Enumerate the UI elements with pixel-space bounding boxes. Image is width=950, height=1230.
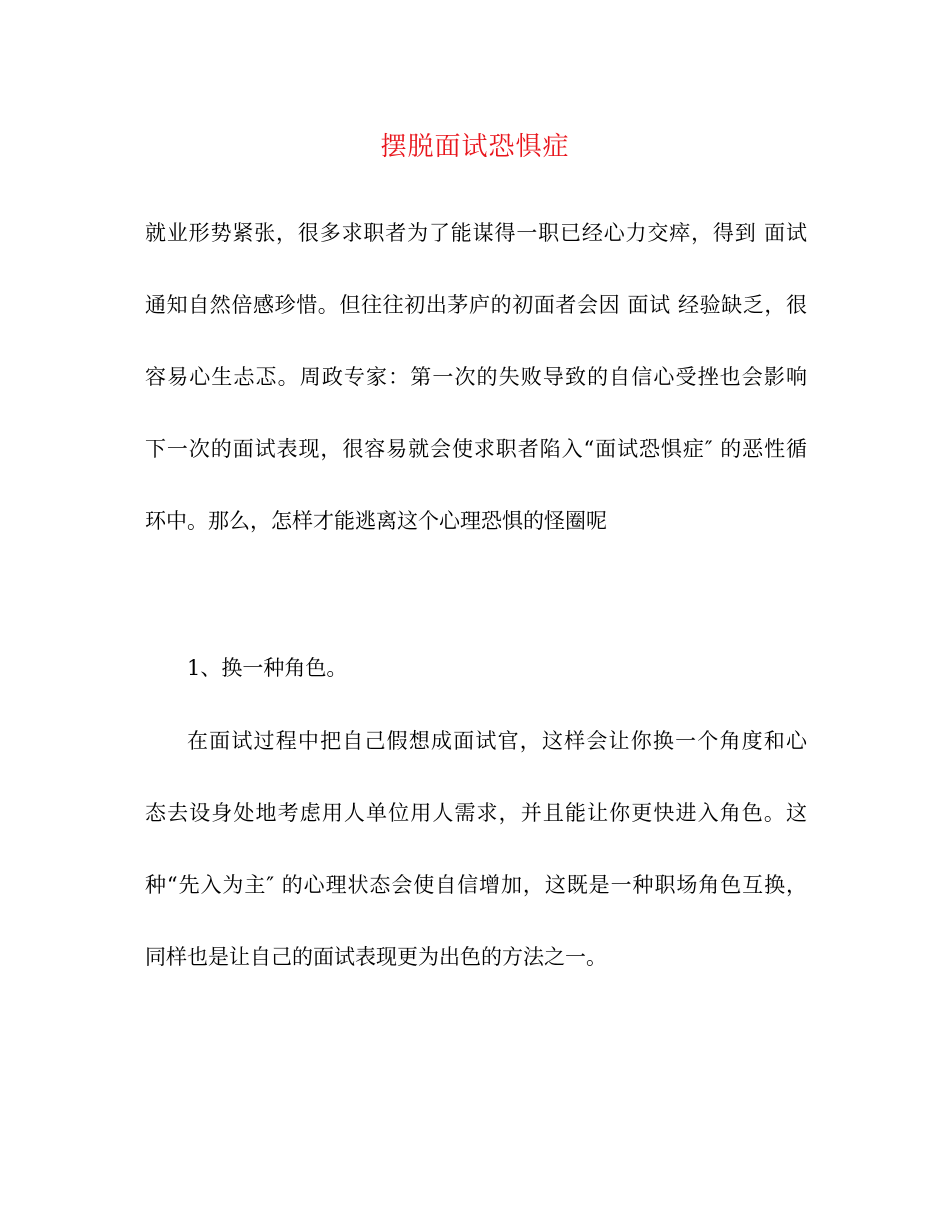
- section-1-line-3: 种“先入为主″ 的心理状态会使自信增加，这既是一种职场角色互换，: [145, 873, 807, 897]
- section-1-line-2: 态去设身处地考虑用人单位用人需求，并且能让你更快进入角色。这: [145, 801, 807, 825]
- intro-line-1: 就业形势紧张，很多求职者为了能谋得一职已经心力交瘁，得到 面试: [145, 221, 807, 245]
- section-1-line-1: 在面试过程中把自己假想成面试官，这样会让你换一个角度和心: [187, 729, 807, 753]
- intro-line-4: 下一次的面试表现，很容易就会使求职者陷入“面试恐惧症″ 的恶性循: [145, 437, 807, 461]
- document-title: 摆脱面试恐惧症: [380, 132, 570, 162]
- section-1-heading: 1、换一种角色。: [187, 656, 348, 680]
- intro-line-5: 环中。那么，怎样才能逃离这个心理恐惧的怪圈呢: [145, 509, 607, 533]
- section-1-line-4: 同样也是让自己的面试表现更为出色的方法之一。: [145, 945, 607, 969]
- intro-line-3: 容易心生忐忑。周政专家：第一次的失败导致的自信心受挫也会影响: [145, 365, 807, 389]
- intro-line-2: 通知自然倍感珍惜。但往往初出茅庐的初面者会因 面试 经验缺乏，很: [145, 293, 807, 317]
